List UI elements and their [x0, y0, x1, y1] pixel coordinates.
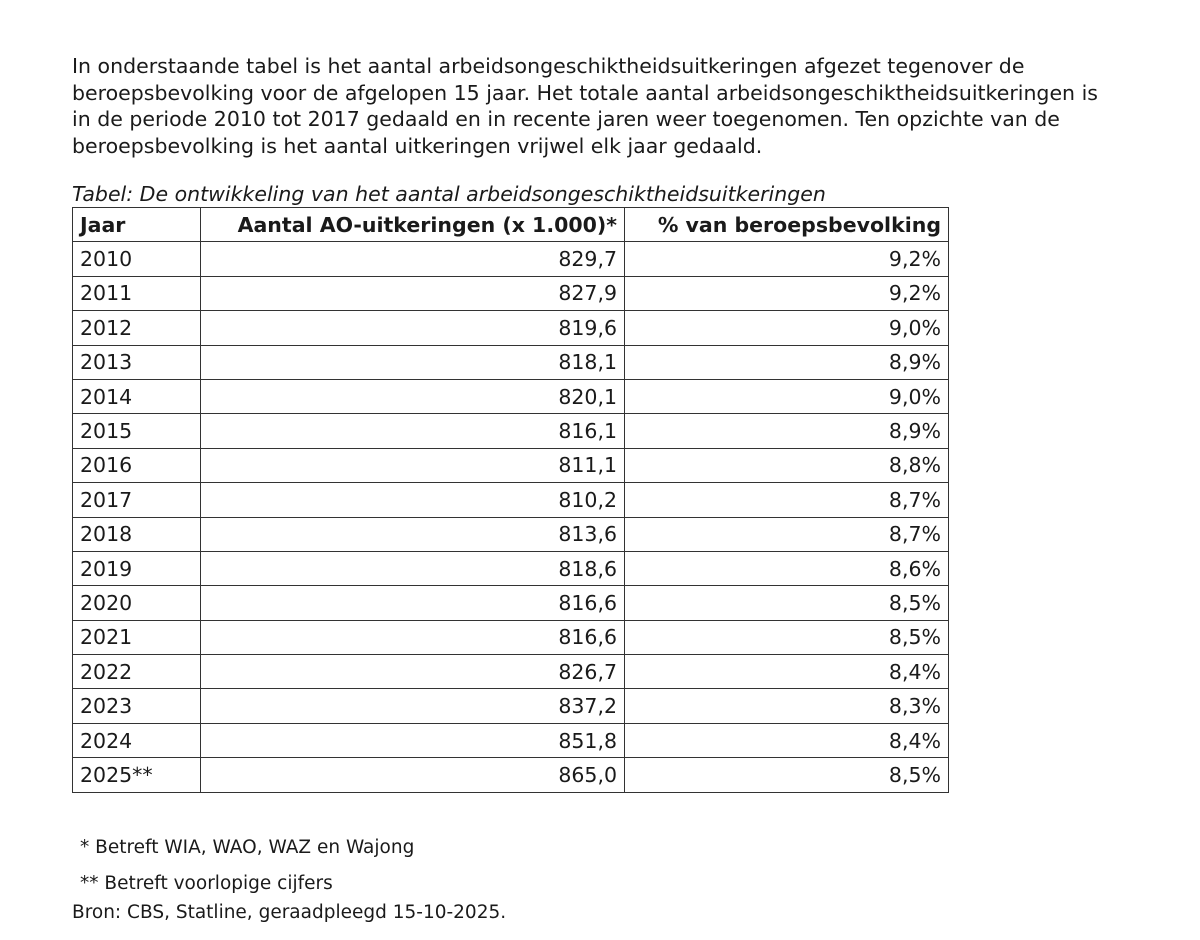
table-row: [73, 311, 949, 345]
table-row: [73, 414, 949, 448]
table-row: [73, 483, 949, 517]
cell-count: 816,6: [201, 620, 625, 654]
table-row: [73, 242, 949, 276]
intro-line: In onderstaande tabel is het aantal arbeidsongeschiktheidsuitkeringen afgezet tegenover de: [72, 54, 1025, 78]
table-row: [73, 345, 949, 379]
benefits-table: [72, 207, 949, 793]
cell-count: 810,2: [201, 483, 625, 517]
cell-percent: 8,9%: [625, 345, 949, 379]
cell-count: 829,7: [201, 242, 625, 276]
cell-percent: 8,4%: [625, 723, 949, 757]
table-row: [73, 551, 949, 585]
table-row: [73, 276, 949, 310]
source-line: Bron: CBS, Statline, geraadpleegd 15-10-2025.: [72, 902, 507, 923]
cell-count: 819,6: [201, 311, 625, 345]
cell-percent: 9,0%: [625, 311, 949, 345]
cell-percent: 8,9%: [625, 414, 949, 448]
cell-year: 2010: [73, 242, 201, 276]
cell-percent: 8,7%: [625, 517, 949, 551]
header-percent: % van beroepsbevolking: [625, 208, 949, 242]
table-header-row: [73, 208, 949, 242]
cell-percent: 8,5%: [625, 758, 949, 792]
cell-year: 2018: [73, 517, 201, 551]
table-body: [73, 242, 949, 792]
cell-percent: 9,0%: [625, 379, 949, 413]
cell-count: 826,7: [201, 655, 625, 689]
cell-year: 2021: [73, 620, 201, 654]
cell-percent: 8,4%: [625, 655, 949, 689]
header-year: Jaar: [73, 208, 201, 242]
table-caption: Tabel: De ontwikkeling van het aantal arbeidsongeschiktheidsuitkeringen: [72, 182, 826, 206]
cell-count: 851,8: [201, 723, 625, 757]
table-row: [73, 689, 949, 723]
cell-count: 820,1: [201, 379, 625, 413]
table-row: [73, 620, 949, 654]
cell-percent: 8,6%: [625, 551, 949, 585]
footnote-provisional: ** Betreft voorlopige cijfers: [80, 873, 333, 894]
cell-percent: 9,2%: [625, 242, 949, 276]
cell-count: 865,0: [201, 758, 625, 792]
cell-year: 2023: [73, 689, 201, 723]
cell-percent: 8,5%: [625, 620, 949, 654]
cell-percent: 8,5%: [625, 586, 949, 620]
cell-year: 2011: [73, 276, 201, 310]
cell-count: 811,1: [201, 448, 625, 482]
cell-year: 2020: [73, 586, 201, 620]
cell-percent: 8,8%: [625, 448, 949, 482]
cell-year: 2025**: [73, 758, 201, 792]
table-row: [73, 655, 949, 689]
table-row: [73, 723, 949, 757]
cell-percent: 8,7%: [625, 483, 949, 517]
cell-percent: 9,2%: [625, 276, 949, 310]
cell-year: 2016: [73, 448, 201, 482]
table-row: [73, 379, 949, 413]
table-row: [73, 517, 949, 551]
cell-year: 2012: [73, 311, 201, 345]
intro-line: in de periode 2010 tot 2017 gedaald en in recente jaren weer toegenomen. Ten opzichte van de: [72, 107, 1060, 131]
cell-count: 837,2: [201, 689, 625, 723]
table-row: [73, 448, 949, 482]
table-row: [73, 758, 949, 792]
cell-count: 816,6: [201, 586, 625, 620]
footnote-types: * Betreft WIA, WAO, WAZ en Wajong: [80, 837, 415, 858]
cell-year: 2015: [73, 414, 201, 448]
intro-line: beroepsbevolking is het aantal uitkeringen vrijwel elk jaar gedaald.: [72, 133, 763, 158]
cell-year: 2022: [73, 655, 201, 689]
cell-year: 2024: [73, 723, 201, 757]
intro-paragraph: [72, 53, 1152, 159]
cell-count: 827,9: [201, 276, 625, 310]
cell-year: 2017: [73, 483, 201, 517]
cell-count: 818,6: [201, 551, 625, 585]
cell-year: 2014: [73, 379, 201, 413]
cell-count: 813,6: [201, 517, 625, 551]
cell-count: 816,1: [201, 414, 625, 448]
cell-year: 2013: [73, 345, 201, 379]
cell-year: 2019: [73, 551, 201, 585]
table-row: [73, 586, 949, 620]
header-count: Aantal AO-uitkeringen (x 1.000)*: [201, 208, 625, 242]
intro-line: beroepsbevolking voor de afgelopen 15 jaar. Het totale aantal arbeidsongeschiktheidsuitkeringen is: [72, 80, 1098, 105]
cell-percent: 8,3%: [625, 689, 949, 723]
cell-count: 818,1: [201, 345, 625, 379]
